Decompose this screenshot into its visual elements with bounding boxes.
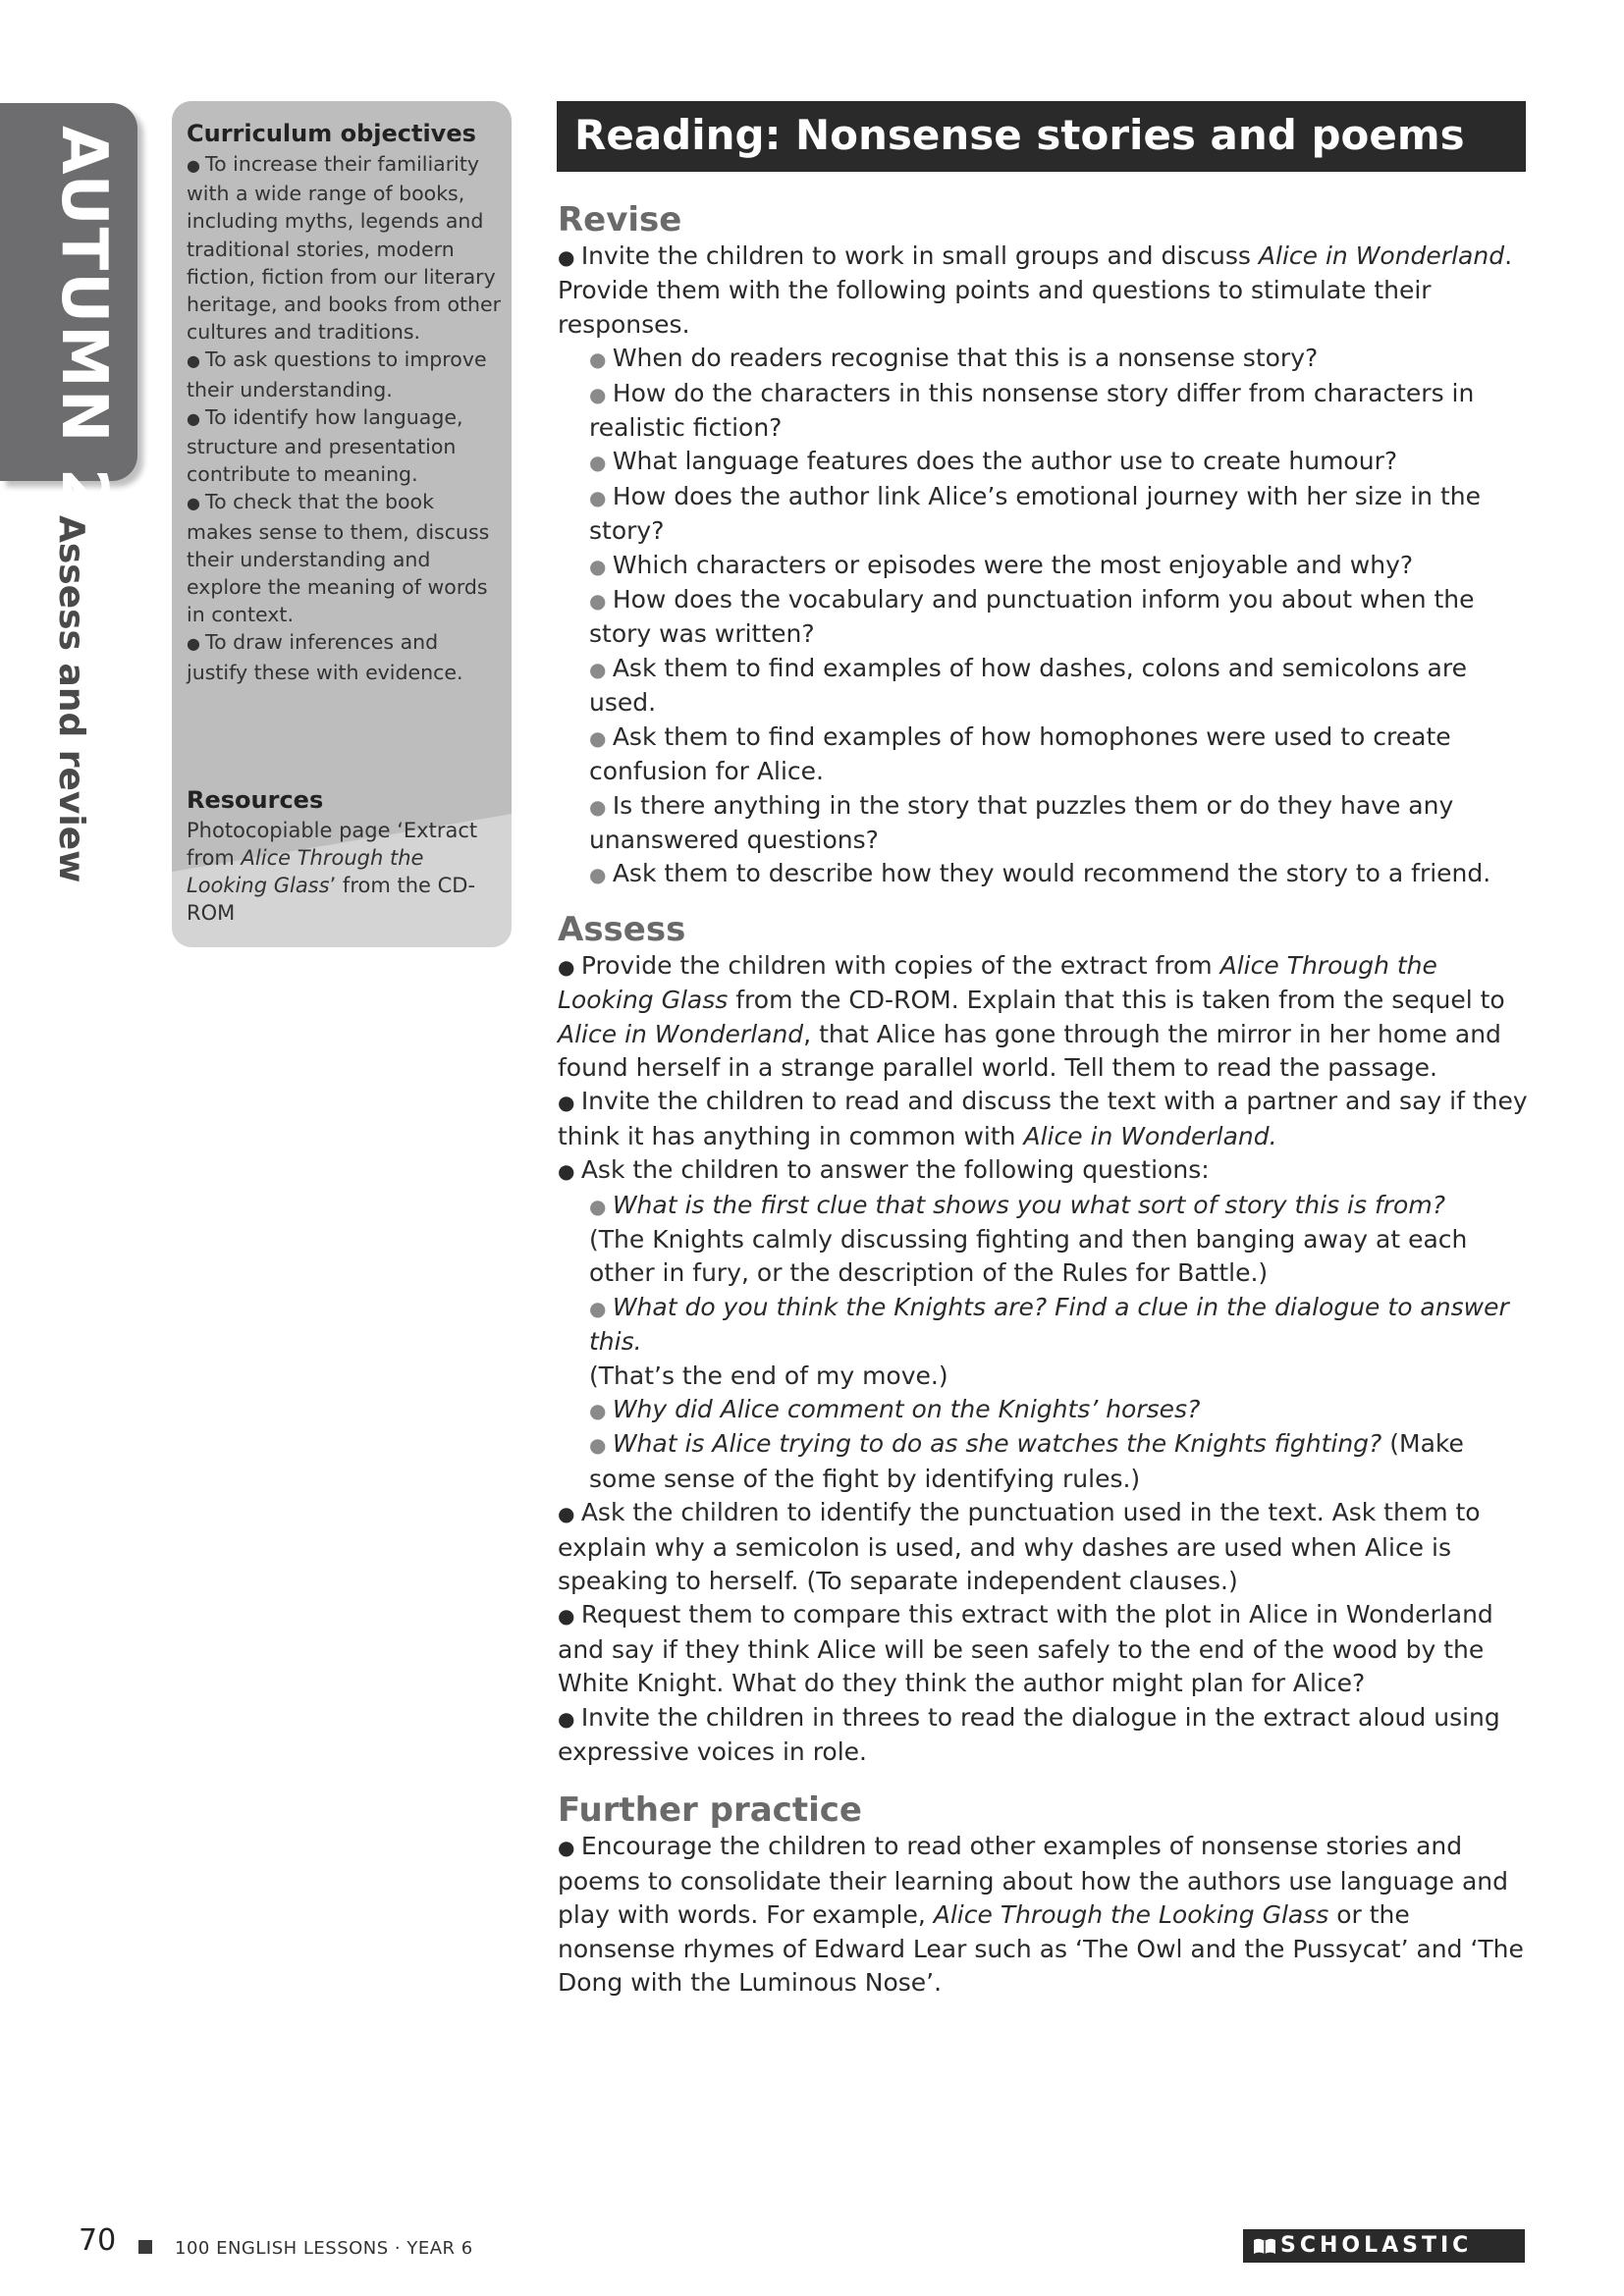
title-bar [557,101,1526,172]
open-book-icon [1253,2236,1276,2256]
assess-heading: Assess [558,909,686,949]
objective-item: ● To identify how language, structure and presentation contribute to meaning. [187,403,503,489]
objective-item: ● To check that the book makes sense to them, discuss their understanding and explore the meaning of words in context. [187,488,503,628]
resources [187,785,499,927]
assess-p2-title: Alice in Wonderland. [1023,1121,1277,1150]
question-text: What is Alice trying to do as she watches the Knights fighting? [612,1429,1382,1459]
assess-paragraph: ● Ask the children to identify the punctuation used in the text. Ask them to explain why a semicolon is used, and why dashes are used when Alice is speaking to herself. (To separate independent clauses.) [558,1496,1530,1598]
section-label: Assess and review [51,515,91,883]
assess-p1-c: from the CD-ROM. Explain that this is taken from the sequel to [728,986,1505,1015]
assess-paragraph: ● Ask the children to answer the following questions: [558,1153,1530,1188]
resources-text-pre: Photocopiable page ‘Extract from [187,819,478,870]
assess-paragraph [558,949,1530,1086]
assess-question [589,1291,1530,1360]
book-title: 100 ENGLISH LESSONS · YEAR 6 [175,2238,473,2259]
assess-answer: (That’s the end of my move.) [589,1361,948,1390]
publisher-name: SCHOLASTIC [1280,2233,1473,2258]
assess-question [589,1393,1530,1427]
tab-label: AUTUMN 2 [47,126,120,514]
answer-text: (Make some sense of the fight by identifying rules.) [589,1429,1464,1493]
assess-p1-a: Provide the children with copies of the extract from [580,950,1220,980]
further-book-title: Alice Through the Looking Glass [933,1900,1329,1930]
revise-question: ● What language features does the author use to create humour? [589,445,1530,479]
assess-p1-title: Alice Through the Looking Glass [558,950,1437,1015]
curriculum-objectives [187,119,503,686]
main-content [558,200,1530,2001]
revise-intro [558,240,1530,342]
revise-intro-title: Alice in Wonderland [1258,241,1505,270]
question-text: Why did Alice comment on the Knights’ horses? [612,1395,1201,1423]
assess-p1-e: , that Alice has gone through the mirror in her home and found herself in a strange parallel world. Tell them to read the passage. [558,1019,1501,1082]
publisher-logo [1243,2229,1525,2263]
revise-question: ● Ask them to describe how they would recommend the story to a friend. [589,857,1530,891]
footer-square-icon [138,2240,152,2254]
revise-question: ● How does the author link Alice’s emotional journey with her size in the story? [589,480,1530,549]
revise-question: ● Is there anything in the story that puzzles them or do they have any unanswered questions? [589,789,1530,858]
resources-text [187,817,499,927]
revise-question: ● Which characters or episodes were the most enjoyable and why? [589,549,1530,583]
revise-question: ● When do readers recognise that this is a nonsense story? [589,342,1530,376]
assess-question [589,1189,1530,1223]
page-number: 70 [79,2223,117,2258]
further-text-c: or the nonsense rhymes of Edward Lear such as ‘The Owl and the Pussycat’ and ‘The Dong with the Luminous Nose’. [558,1900,1524,1998]
objective-item: ● To increase their familiarity with a wide range of books, including myths, legends and traditional stories, modern fiction, fiction from our literary heritage, and books from other cultures and traditions. [187,150,503,346]
resources-text-post: ’ from the CD-ROM [187,874,476,925]
resources-book-title: Alice Through the Looking Glass [187,846,424,897]
objective-item: ● To ask questions to improve their understanding. [187,346,503,402]
resources-heading: Resources [187,786,324,814]
question-text: What do you think the Knights are? Find a clue in the dialogue to answer this. [589,1292,1509,1357]
objective-item: ● To draw inferences and justify these with evidence. [187,628,503,685]
revise-heading: Revise [558,200,682,240]
revise-intro-pre: Invite the children to work in small groups and discuss [580,241,1259,270]
sidebar-box [172,101,512,947]
further-paragraph [558,1830,1530,2000]
assess-p2-a: Invite the children to read and discuss the text with a partner and say if they think it has anything in common with [558,1087,1528,1150]
revise-intro-post: . Provide them with the following points and questions to stimulate their responses. [558,241,1513,339]
assess-paragraph [558,1085,1530,1153]
assess-answer: (The Knights calmly discussing fighting and then banging away at each other in fury, or the description of the Rules for Battle.) [589,1224,1468,1288]
assess-paragraph: ● Invite the children in threes to read the dialogue in the extract aloud using expressive voices in role. [558,1701,1530,1770]
assess-p1-title2: Alice in Wonderland [558,1019,804,1048]
question-text: What is the first clue that shows you what sort of story this is from? [612,1190,1445,1219]
revise-question: ● Ask them to find examples of how dashes, colons and semicolons are used. [589,652,1530,721]
further-text-a: Encourage the children to read other examples of nonsense stories and poems to consolidate their learning about how the authors use language and play with words. For example, [558,1832,1508,1930]
assess-paragraph: ● Request them to compare this extract with the plot in Alice in Wonderland and say if they think Alice will be seen safely to the end of the wood by the White Knight. What do they think the author might plan for Alice? [558,1598,1530,1700]
objectives-heading: Curriculum objectives [187,120,476,147]
assess-question [589,1427,1530,1496]
further-practice-heading: Further practice [558,1790,862,1831]
revise-question: ● Ask them to find examples of how homophones were used to create confusion for Alice. [589,721,1530,789]
page-title: Reading: Nonsense stories and poems [574,111,1465,159]
revise-question: ● How does the vocabulary and punctuation inform you about when the story was written? [589,583,1530,652]
revise-question: ● How do the characters in this nonsense story differ from characters in realistic fiction? [589,377,1530,446]
